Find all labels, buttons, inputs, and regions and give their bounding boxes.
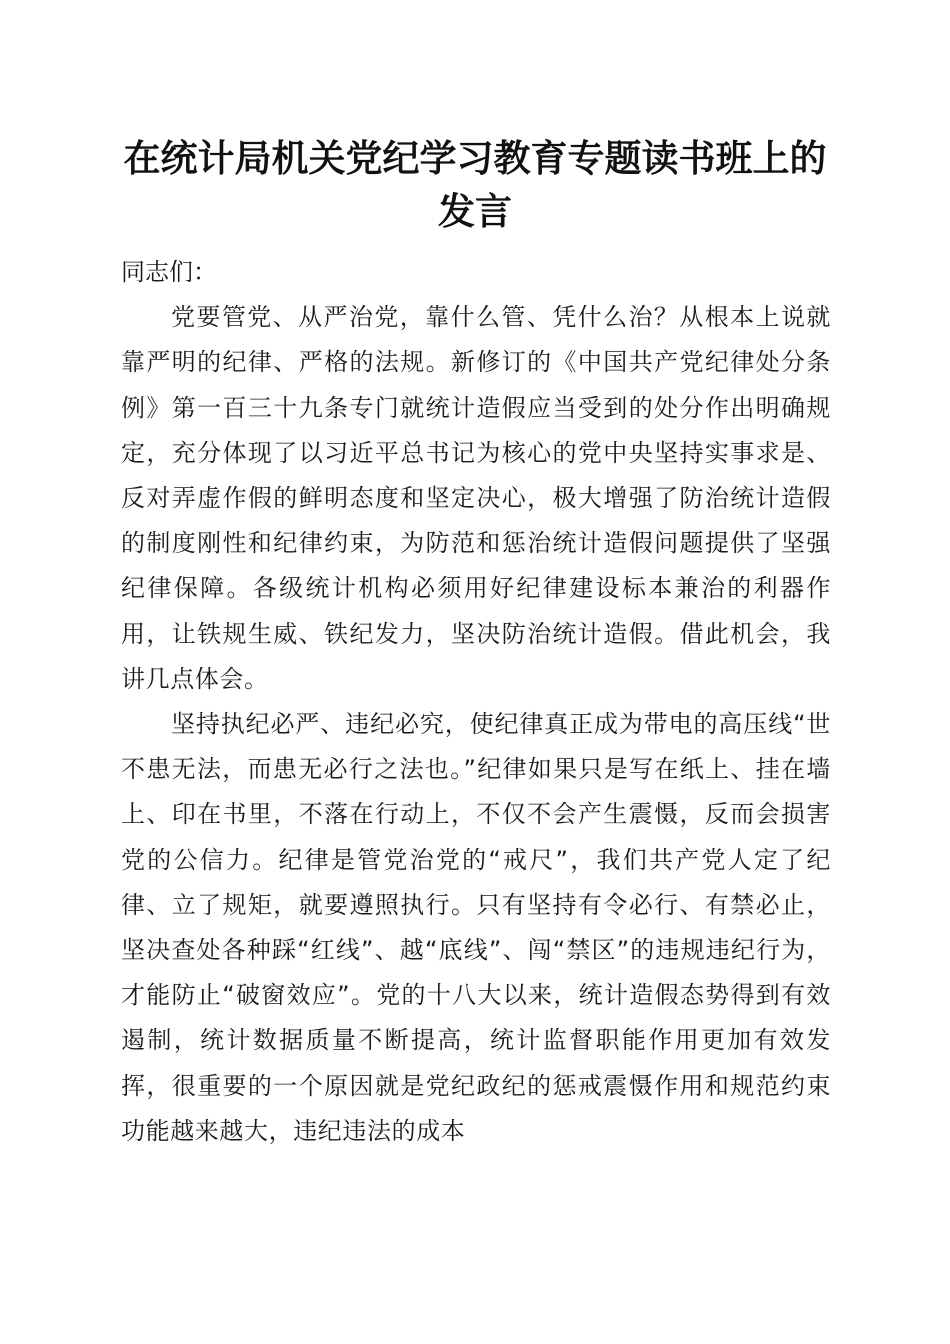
paragraph-intro: 党要管党、从严治党，靠什么管、凭什么治？从根本上说就靠严明的纪律、严格的法规。新修订的《中国共产党纪律处分条例》第一百三十九条专门就统计造假应当受到的处分作出明确规定，充分体现了以习近平总书记为核心的党中央坚持实事求是、反对弄虚作假的鲜明态度和坚定决心，极大增强了防治统计造假的制度刚性和纪律约束，为防范和惩治统计造假问题提供了坚强纪律保障。各级统计机构必须用好纪律建设标本兼治的利器作用，让铁规生威、铁纪发力，坚决防治统计造假。借此机会，我讲几点体会。 xyxy=(121,303,831,693)
salutation: 同志们： xyxy=(121,258,217,286)
document-title: 在统计局机关党纪学习教育专题读书班上的发言 xyxy=(123,136,827,233)
document-body xyxy=(121,250,831,1154)
paragraph-discipline: 坚持执纪必严、违纪必究，使纪律真正成为带电的高压线“世不患无法，而患无必行之法也。”纪律如果只是写在纸上、挂在墙上、印在书里，不落在行动上，不仅不会产生震慑，反而会损害党的公信力。纪律是管党治党的“戒尺”，我们共产党人定了纪律、立了规矩，就要遵照执行。只有坚持有令必行、有禁必止，坚决查处各种踩“红线”、越“底线”、闯“禁区”的违规违纪行为，才能防止“破窗效应”。党的十八大以来，统计造假态势得到有效遏制，统计数据质量不断提高，统计监督职能作用更加有效发挥，很重要的一个原因就是党纪政纪的惩戒震慑作用和规范约束功能越来越大，违纪违法的成本 xyxy=(121,710,831,1145)
